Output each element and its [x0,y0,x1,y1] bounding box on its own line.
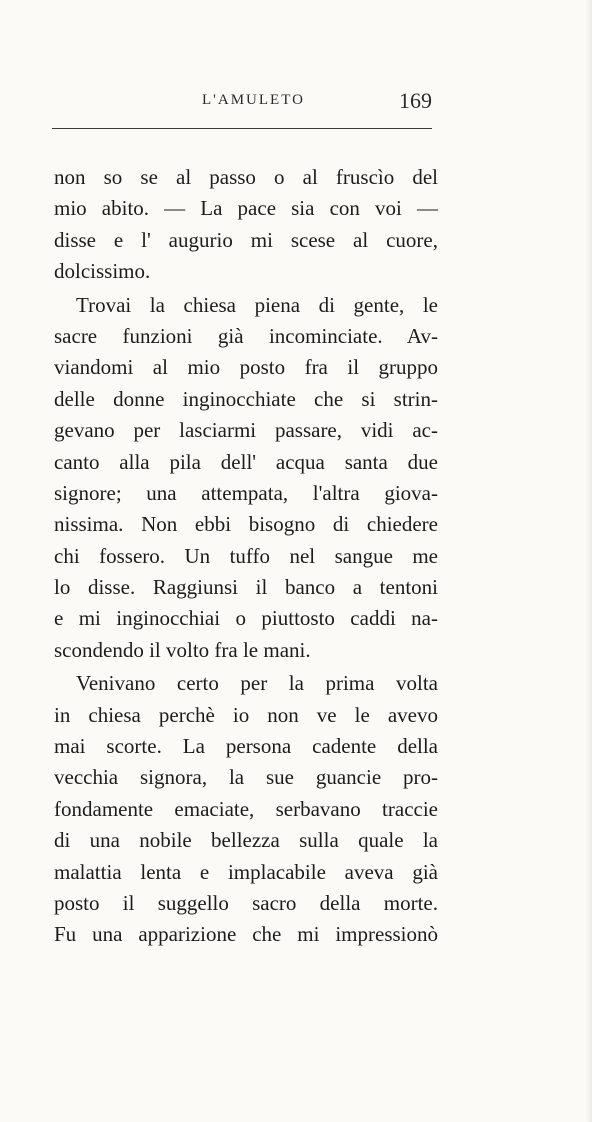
body-text [54,162,438,951]
text-line: signore; una attempata, l'altra giova- [54,480,438,505]
text-line: sacre funzioni già incominciate. Av- [54,323,438,348]
text-line: fondamente emaciate, serbavano traccie [54,796,438,821]
text-line: delle donne inginocchiate che si strin- [54,386,438,411]
text-line: scondendo il volto fra le mani. [54,637,311,662]
text-line: Trovai la chiesa piena di gente, le [76,292,438,317]
text-line: e mi inginocchiai o piuttosto caddi na- [54,606,438,631]
text-line: Fu una apparizione che mi impressionò [54,922,438,947]
text-line: mio abito. — La pace sia con voi — [54,196,438,221]
text-line: canto alla pila dell' acqua santa due [54,449,438,474]
page-edge-shadow [586,0,592,1122]
text-line: lo disse. Raggiunsi il banco a tentoni [54,575,438,600]
text-line: mai scorte. La persona cadente della [54,734,438,759]
text-line: gevano per lasciarmi passare, vidi ac- [54,418,438,443]
text-line: Venivano certo per la prima volta [76,671,438,696]
running-title: L'AMULETO [202,92,305,108]
text-line: di una nobile bellezza sulla quale la [54,828,438,853]
page-number: 169 [399,88,432,113]
header-rule [52,128,432,129]
text-line: viandomi al mio posto fra il gruppo [54,355,438,380]
text-line: in chiesa perchè io non ve le avevo [54,702,438,727]
page-header [52,88,432,118]
text-line: non so se al passo o al fruscìo del [54,165,438,189]
text-line: nissima. Non ebbi bisogno di chiedere [54,512,438,537]
text-line: vecchia signora, la sue guancie pro- [54,765,438,790]
text-line: disse e l' augurio mi scese al cuore, [54,227,438,252]
text-line: chi fossero. Un tuffo nel sangue me [54,543,438,568]
text-line: dolcissimo. [54,259,151,284]
text-line: malattia lenta e implacabile aveva già [54,859,438,884]
text-line: posto il suggello sacro della morte. [54,890,438,915]
